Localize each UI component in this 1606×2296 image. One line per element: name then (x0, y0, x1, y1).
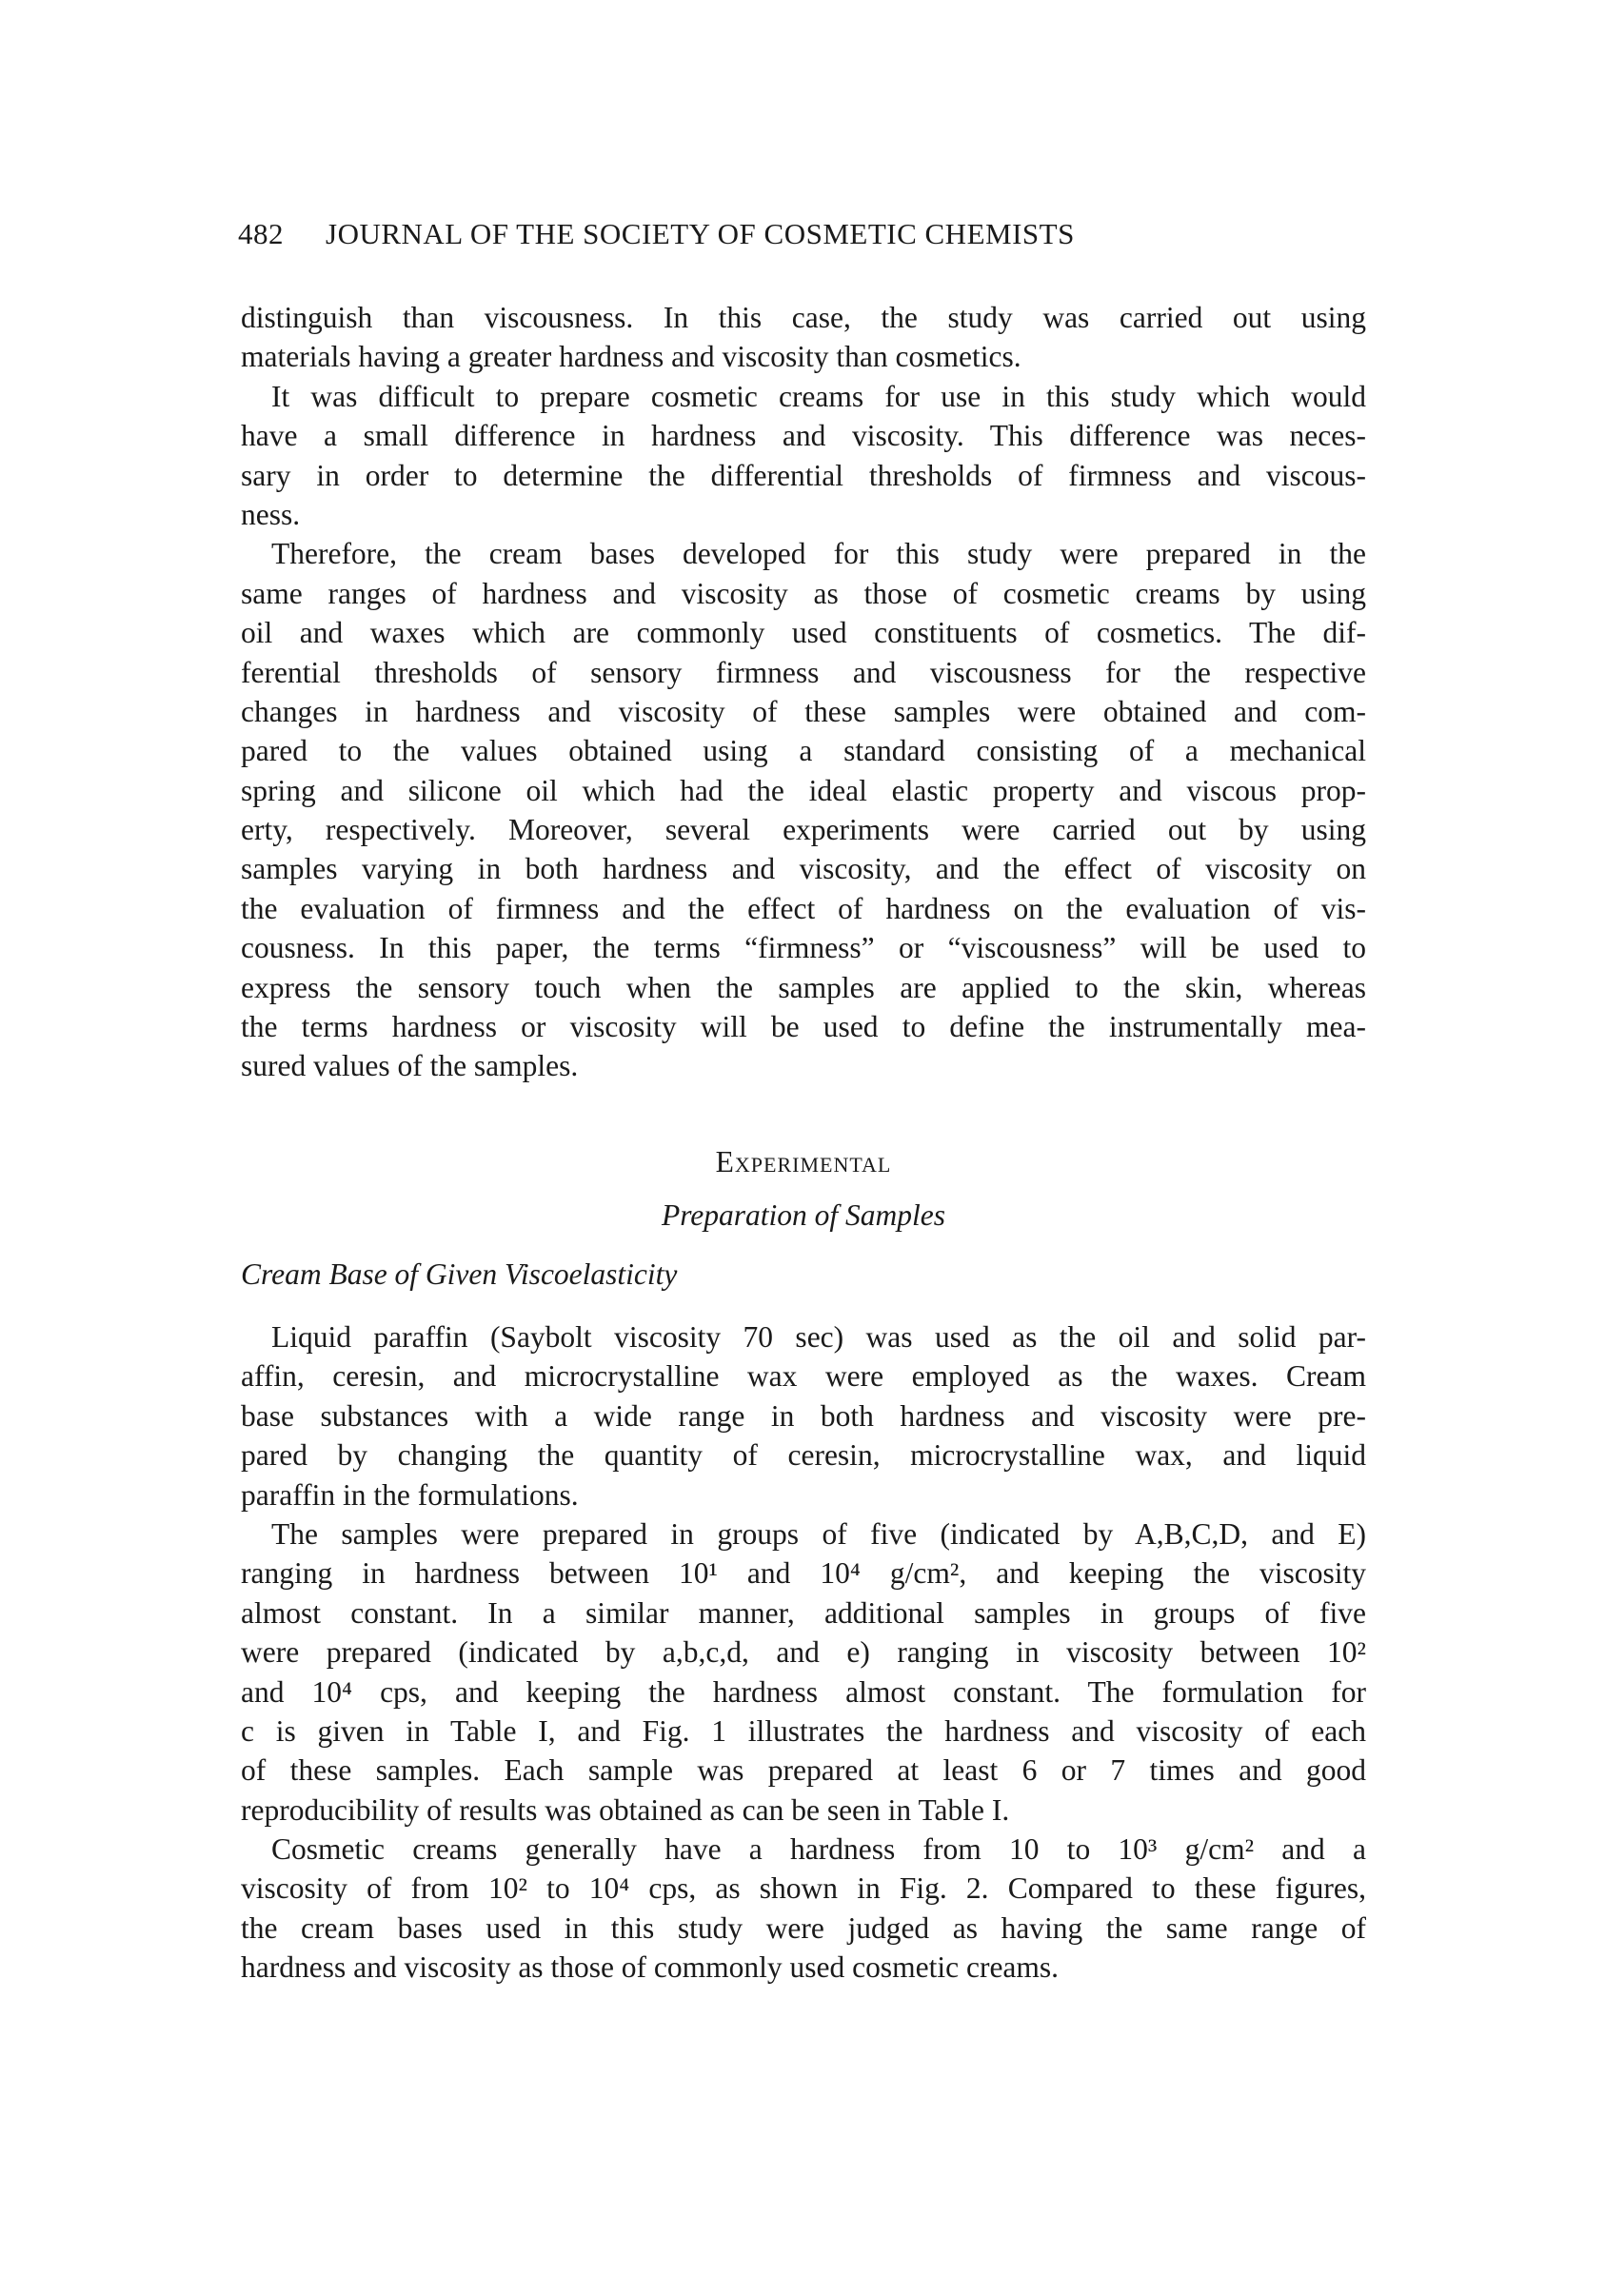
text-line: ferential thresholds of sensory firmness and viscousness for the respective (241, 655, 1366, 689)
text-line: paraffin in the formulations. (241, 1477, 579, 1512)
text-line: were prepared (indicated by a,b,c,d, and e) ranging in viscosity between 10² (241, 1635, 1366, 1670)
text-line: base substances with a wide range in both hardness and viscosity were pre- (241, 1398, 1366, 1433)
text-line: Therefore, the cream bases developed for this study were prepared in the (271, 537, 1366, 571)
text-line: c is given in Table I, and Fig. 1 illustrates the hardness and viscosity of each (241, 1713, 1366, 1748)
text-line: erty, respectively. Moreover, several experiments were carried out by using (241, 813, 1366, 847)
running-header (238, 217, 1075, 251)
text-line: and 10⁴ cps, and keeping the hardness almost constant. The formulation for (241, 1674, 1366, 1709)
text-line: viscosity of from 10² to 10⁴ cps, as shown in Fig. 2. Compared to these figures, (241, 1871, 1366, 1906)
text-line: express the sensory touch when the samples are applied to the skin, whereas (241, 970, 1366, 1004)
text-line: distinguish than viscousness. In this case, the study was carried out using (241, 301, 1366, 334)
subsubsection-heading: Cream Base of Given Viscoelasticity (241, 1257, 678, 1291)
text-line: oil and waxes which are commonly used constituents of cosmetics. The dif- (241, 616, 1366, 650)
text-line: pared to the values obtained using a standard consisting of a mechanical (241, 734, 1366, 768)
text-line: spring and silicone oil which had the ideal elastic property and viscous prop- (241, 773, 1366, 807)
experimental-text (241, 1317, 1366, 1988)
text-line: It was difficult to prepare cosmetic creams for use in this study which would (271, 379, 1366, 413)
text-line: pared by changing the quantity of ceresin, microcrystalline wax, and liquid (241, 1438, 1366, 1473)
text-line: hardness and viscosity as those of commonly used cosmetic creams. (241, 1950, 1060, 1985)
text-line: the terms hardness or viscosity will be used to define the instrumentally mea- (241, 1010, 1366, 1044)
paragraph (241, 1514, 1366, 1830)
text-line: ness. (241, 497, 301, 531)
section-heading: Experimental (715, 1145, 892, 1178)
paragraph (241, 1317, 1366, 1514)
text-line: Liquid paraffin (Saybolt viscosity 70 sec) was used as the oil and solid par- (271, 1320, 1366, 1354)
text-line: materials having a greater hardness and viscosity than cosmetics. (241, 340, 1021, 374)
paragraph (241, 534, 1366, 1085)
text-line: cousness. In this paper, the terms “firmness” or “viscousness” will be used to (241, 931, 1366, 965)
text-line: sary in order to determine the differential thresholds of firmness and viscous- (241, 458, 1366, 492)
paragraph (241, 1830, 1366, 1988)
journal-title: JOURNAL OF THE SOCIETY OF COSMETIC CHEMISTS (326, 217, 1075, 250)
text-line: same ranges of hardness and viscosity as those of cosmetic creams by using (241, 576, 1366, 610)
page-number: 482 (238, 217, 284, 250)
paragraph (241, 298, 1366, 377)
text-line: reproducibility of results was obtained as can be seen in Table I. (241, 1792, 1010, 1827)
subsection-heading: Preparation of Samples (661, 1198, 946, 1232)
text-line: samples varying in both hardness and viscosity, and the effect of viscosity on (241, 852, 1366, 886)
text-line: almost constant. In a similar manner, additional samples in groups of five (241, 1595, 1366, 1630)
intro-text (241, 298, 1366, 1086)
text-line: ranging in hardness between 10¹ and 10⁴ g/cm², and keeping the viscosity (241, 1556, 1366, 1591)
text-line: the evaluation of firmness and the effect of hardness on the evaluation of vis- (241, 891, 1366, 925)
text-line: sured values of the samples. (241, 1049, 579, 1083)
text-line: affin, ceresin, and microcrystalline wax were employed as the waxes. Cream (241, 1359, 1366, 1394)
text-line: changes in hardness and viscosity of these samples were obtained and com- (241, 694, 1366, 728)
paragraph (241, 377, 1366, 535)
text-line: the cream bases used in this study were judged as having the same range of (241, 1910, 1366, 1945)
text-line: of these samples. Each sample was prepared at least 6 or 7 times and good (241, 1753, 1366, 1788)
text-line: The samples were prepared in groups of five (indicated by A,B,C,D, and E) (271, 1516, 1366, 1551)
text-line: Cosmetic creams generally have a hardness from 10 to 10³ g/cm² and a (271, 1832, 1366, 1867)
text-line: have a small difference in hardness and viscosity. This difference was neces- (241, 419, 1366, 453)
